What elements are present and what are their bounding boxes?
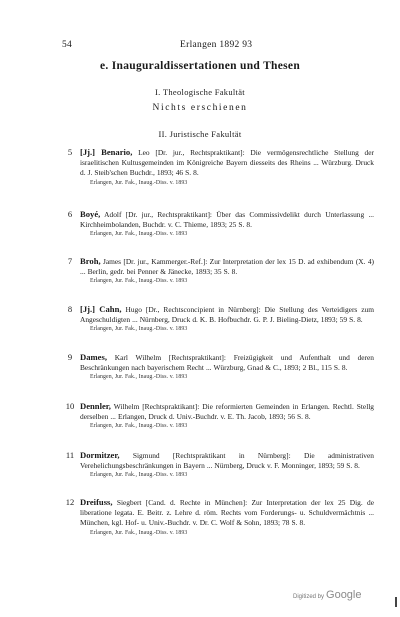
digitized-by-google-watermark: [293, 589, 362, 601]
entry-body: [80, 147, 374, 179]
bibliography-entry: [62, 352, 374, 382]
entry-number: 5: [67, 147, 73, 157]
entry-text: Sigmund [Rechtspraktikant in Nürnberg]: Die administrativen Verehelichungsbeschränkungen in Bayern ... Nürnberg, Druck v. F. Monninger, 1893; 59 S. 8.: [80, 451, 374, 471]
entry-author: Broh,: [80, 256, 101, 266]
bibliography-entry: [62, 147, 374, 188]
entry-author: Dennler,: [80, 401, 111, 411]
nothing-published-note: Nichts erschienen: [152, 103, 248, 113]
bibliography-entry: [62, 209, 374, 239]
entry-body: [80, 450, 374, 471]
entry-text: Leo [Dr. jur., Rechtspraktikant]: Die vermögensrechtliche Stellung der israelitischen Kultusgemeinden im Königreiche Bayern diesseits des Rheins ... Würzburg. Druck d. J. Steib'schen Buchdr., 1893; 46 S. 8.: [80, 148, 374, 178]
entry-number: 10: [65, 401, 75, 411]
entry-note: Erlangen, Jur. Fak., Inaug.-Diss. v. 1893: [90, 179, 188, 186]
entry-body: [80, 497, 374, 529]
entry-note: Erlangen, Jur. Fak., Inaug.-Diss. v. 1893: [90, 529, 188, 536]
entry-number: 6: [67, 209, 73, 219]
page-number: 54: [62, 40, 73, 50]
entry-note: Erlangen, Jur. Fak., Inaug.-Diss. v. 1893: [90, 472, 188, 479]
faculty-heading-theology: I. Theologische Fakultät: [155, 87, 245, 97]
entry-author: [Jj.] Benario,: [80, 147, 133, 157]
watermark-prefix: Digitized by: [293, 594, 325, 600]
bibliography-entry: [62, 401, 374, 431]
entry-number: 9: [67, 352, 73, 362]
entry-note: Erlangen, Jur. Fak., Inaug.-Diss. v. 1893: [90, 231, 188, 238]
bibliography-entry: [62, 450, 374, 480]
entry-text: Wilhelm [Rechtspraktikant]: Die reformierten Gemeinden in Erlangen. Rechtl. Stellg derselben ... Erlangen, Druck d. Univ.-Buchdr. v. E. Th. Jacob, 1893; 56 S. 8.: [80, 402, 374, 422]
entry-body: [80, 401, 374, 422]
entry-note: Erlangen, Jur. Fak., Inaug.-Diss. v. 1893: [90, 326, 188, 333]
page-edge-mark: [395, 597, 397, 607]
entry-note: Erlangen, Jur. Fak., Inaug.-Diss. v. 1893: [90, 423, 188, 430]
running-title: Erlangen 1892 93: [180, 40, 253, 50]
entry-text: Hugo [Dr., Rechtsconcipient in Nürnberg]: Die Stellung des Verteidigers zum Angeschuldigten ... Nürnberg, Druck d. K. B. Hofbuchdr. G. P. J. Bieling-Dietz, 1893; 59 S. 8.: [80, 305, 374, 325]
section-title: e. Inauguraldissertationen und Thesen: [99, 60, 301, 72]
google-logo: Google: [326, 589, 362, 601]
entry-number: 11: [65, 450, 75, 460]
entry-text: Karl Wilhelm [Rechtspraktikant]: Freizügigkeit und Aufenthalt und deren Beschränkungen nach bayerischem Recht ... Würzburg, Gnad & C., 1893; 2 Bl., 115 S. 8.: [80, 353, 374, 373]
running-head: [62, 40, 374, 52]
bibliography-entry: [62, 256, 374, 286]
entry-number: 8: [67, 304, 73, 314]
entry-author: Dormitzer,: [80, 450, 120, 460]
entry-body: [80, 256, 374, 277]
entry-text: Adolf [Dr. jur., Rechtspraktikant]: Über das Commissivdelikt durch Unterlassung ... Kirchheimbolanden, Buchdr. v. C. Thieme, 1893; 25 S. 8.: [80, 210, 375, 230]
entry-number: 7: [67, 256, 73, 266]
bibliography-entry: [62, 304, 374, 334]
faculty-heading-law: II. Juristische Fakultät: [158, 129, 242, 139]
entry-body: [80, 352, 374, 373]
entry-text: James [Dr. jur., Kammerger.-Ref.]: Zur Interpretation der lex 15 D. ad exhibendum (X. 4) ... Berlin, gedr. bei Penner & Jänecke, 1893; 35 S. 8.: [80, 257, 374, 277]
entry-author: Dreifuss,: [80, 497, 113, 507]
entry-note: Erlangen, Jur. Fak., Inaug.-Diss. v. 1893: [90, 278, 188, 285]
entry-note: Erlangen, Jur. Fak., Inaug.-Diss. v. 1893: [90, 374, 188, 381]
entry-author: Dames,: [80, 352, 107, 362]
entry-author: [Jj.] Cahn,: [80, 304, 122, 314]
entry-author: Boyé,: [80, 209, 101, 219]
entry-text: Siegbert [Cand. d. Rechte in München]: Zur Interpretation der lex 25 Dig. de liberatione legata. E. Beitr. z. Lehre d. röm. Rechts vom Forderungs- u. Schuldvermächtnis ... München, kgl. Hof- u. Univ.-Buchdr. v. Dr. C. Wolf & Sohn, 1893; 78 S. 8.: [80, 498, 374, 528]
entry-body: [80, 209, 374, 230]
entry-body: [80, 304, 374, 325]
bibliography-entry: [62, 497, 374, 538]
entry-number: 12: [65, 497, 75, 507]
